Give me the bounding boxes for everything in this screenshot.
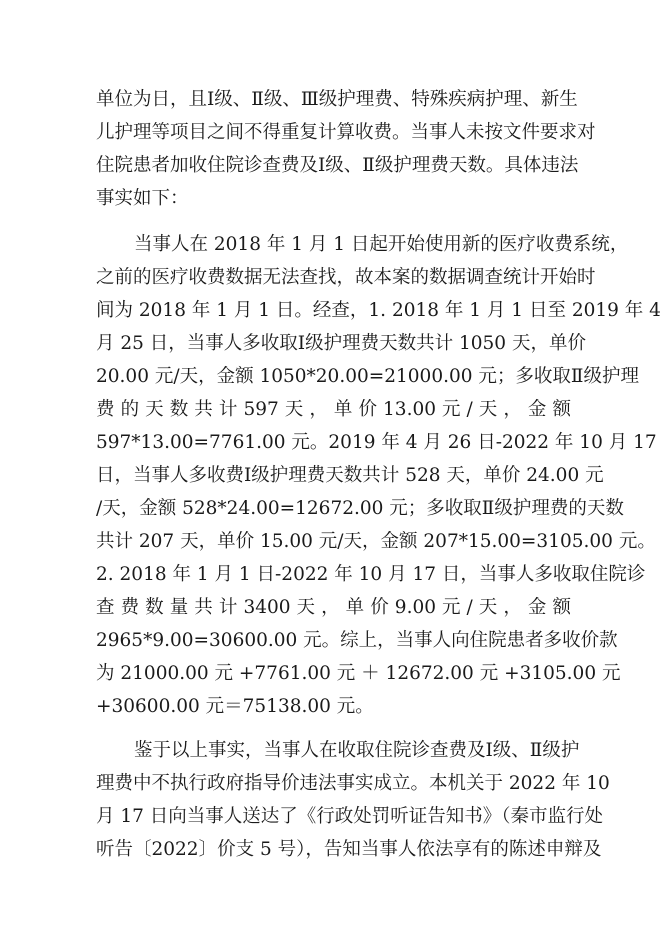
text-line-17: 2965*9.00=30600.00 元。综上，当事人向住院患者多收价款 [96, 630, 618, 651]
text-line-9: 20.00 元/天，金额 1050*20.00=21000.00 元；多收取Ⅱ级护理 [96, 366, 639, 387]
text-line-22: 月 17 日向当事人送达了《行政处罚听证告知书》（秦市监行处 [96, 806, 604, 827]
text-line-8: 月 25 日，当事人多收取Ⅰ级护理费天数共计 1050 天，单价 [96, 333, 586, 354]
text-line-14: 共计 207 天，单价 15.00 元/天，金额 207*15.00=3105.00 元。 [96, 531, 656, 552]
text-line-6: 之前的医疗收费数据无法查找，故本案的数据调查统计开始时 [96, 267, 596, 288]
text-line-2: 儿护理等项目之间不得重复计算收费。当事人未按文件要求对 [96, 122, 596, 143]
text-line-5: 当事人在 2018 年 1 月 1 日起开始使用新的医疗收费系统， [134, 234, 629, 255]
text-line-15: 2. 2018 年 1 月 1 日-2022 年 10 月 17 日，当事人多收取住院诊 [96, 564, 646, 585]
text-line-10: 费 的 天 数 共 计 597 天 ， 单 价 13.00 元 / 天 ， 金 额 [96, 399, 571, 420]
text-line-3: 住院患者加收住院诊查费及Ⅰ级、Ⅱ级护理费天数。具体违法 [96, 155, 579, 176]
text-line-21: 理费中不执行政府指导价违法事实成立。本机关于 2022 年 10 [96, 773, 610, 794]
text-line-13: /天，金额 528*24.00=12672.00 元；多收取Ⅱ级护理费的天数 [96, 498, 624, 519]
text-line-11: 597*13.00=7761.00 元。2019 年 4 月 26 日-2022 年 10 月 17 [96, 432, 657, 453]
text-line-23: 听告〔2022〕价支 5 号），告知当事人依法享有的陈述申辩及 [96, 839, 602, 860]
text-line-18: 为 21000.00 元 +7761.00 元 ＋ 12672.00 元 +3105.00 元 [96, 663, 621, 684]
text-line-12: 日，当事人多收费Ⅰ级护理费天数共计 528 天，单价 24.00 元 [96, 465, 604, 486]
text-line-7: 间为 2018 年 1 月 1 日。经查，1. 2018 年 1 月 1 日至 2019 年 4 [96, 300, 661, 321]
text-line-4: 事实如下： [96, 188, 189, 209]
text-line-19: +30600.00 元＝75138.00 元。 [96, 696, 374, 717]
text-line-1: 单位为日，且Ⅰ级、Ⅱ级、Ⅲ级护理费、特殊疾病护理、新生 [96, 89, 578, 110]
text-line-16: 查 费 数 量 共 计 3400 天 ， 单 价 9.00 元 / 天 ， 金 额 [96, 597, 571, 618]
text-line-20: 鉴于以上事实，当事人在收取住院诊查费及Ⅰ级、Ⅱ级护 [134, 740, 580, 761]
